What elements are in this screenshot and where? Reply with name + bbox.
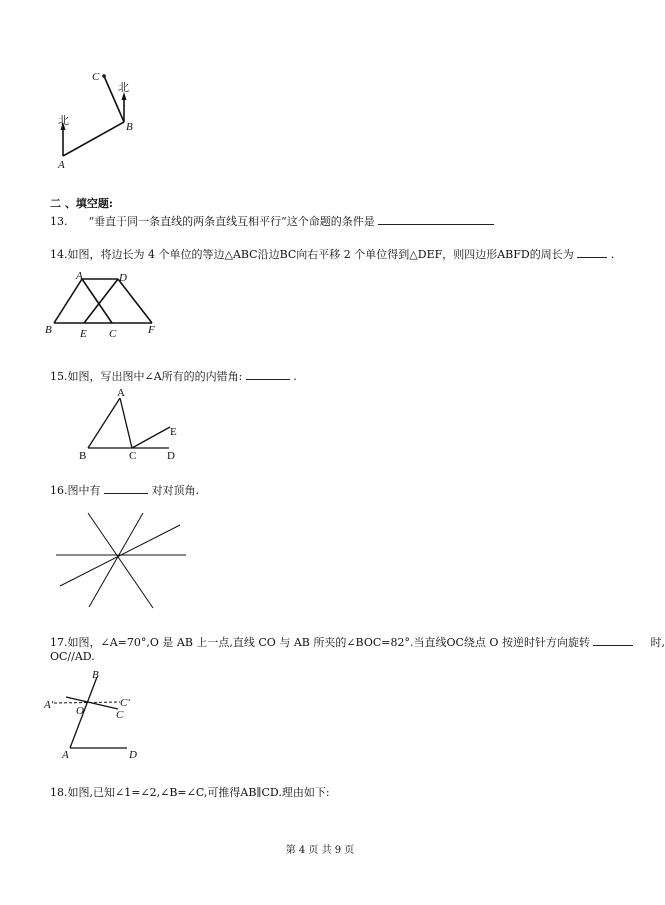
question-13 — [50, 213, 494, 229]
question-13-number: 13. — [50, 215, 68, 228]
answer-blank[interactable] — [378, 213, 494, 225]
figure-14-translated-triangles — [42, 270, 162, 340]
label-a-prime: A' — [44, 699, 54, 711]
label-c: C — [116, 709, 124, 721]
question-13-text: “垂直于同一条直线的两条直线互相平行”这个命题的条件是 — [88, 215, 375, 228]
line-diagonal-1 — [88, 513, 153, 608]
label-b: B — [79, 450, 87, 462]
segment-ab — [63, 122, 124, 156]
question-17-line-2: OC//AD. — [50, 650, 95, 663]
label-d: D — [167, 450, 175, 462]
section-heading: 二 、填空题: — [50, 197, 113, 210]
figure-15-triangle — [74, 385, 184, 465]
figure-north-directions — [50, 64, 150, 174]
label-c: C — [129, 450, 137, 462]
question-16-text: 16.图中有 — [50, 484, 101, 497]
question-14-text: 14.如图，将边长为 4 个单位的等边△ABC沿边BC向右平移 2 个单位得到△DEF，则四边形ABFD的周长为 — [50, 248, 574, 261]
line-oc — [66, 697, 118, 709]
point-c — [102, 74, 106, 78]
answer-blank[interactable] — [104, 482, 148, 494]
label-a: A — [76, 270, 83, 282]
label-f: F — [148, 324, 155, 336]
label-a: A — [117, 387, 125, 399]
figure-17-rotating-line — [44, 668, 164, 763]
label-c: C — [109, 328, 117, 340]
label-a: A — [58, 159, 65, 171]
page-footer: 第 4 页 共 9 页 — [285, 845, 355, 856]
answer-blank[interactable] — [577, 246, 607, 258]
label-e: E — [80, 328, 87, 340]
label-b: B — [92, 669, 99, 681]
question-16: 16.图中有 对对顶角. — [50, 484, 199, 497]
figure-16-intersecting-lines — [52, 505, 192, 615]
answer-blank[interactable] — [593, 634, 633, 646]
label-north-c: 北 — [118, 82, 129, 94]
label-d: D — [129, 749, 137, 761]
question-18: 18.如图,已知∠1=∠2,∠B=∠C,可推得AB∥CD.理由如下: — [50, 786, 330, 799]
answer-blank[interactable] — [246, 368, 290, 380]
question-17-line-1: 17.如图，∠A=70°,O 是 AB 上一点,直线 CO 与 AB 所夹的∠BOC=82°.当直线OC绕点 O 按逆时针方向旋转 时, — [50, 636, 665, 649]
question-15-text: 15.如图，写出图中∠A所有的的内错角: — [50, 370, 243, 383]
label-a: A — [62, 749, 69, 761]
label-d: D — [119, 272, 127, 284]
label-b: B — [126, 121, 133, 133]
label-c-prime: C' — [120, 697, 130, 709]
label-north-a: 北 — [58, 115, 69, 127]
question-14: 14.如图，将边长为 4 个单位的等边△ABC沿边BC向右平移 2 个单位得到△DEF，则四边形ABFD的周长为 . — [50, 248, 615, 261]
label-c: C — [92, 71, 100, 83]
label-b: B — [45, 324, 52, 336]
question-15: 15.如图，写出图中∠A所有的的内错角: . — [50, 370, 297, 383]
label-o: O — [76, 705, 84, 717]
label-e: E — [170, 426, 177, 438]
